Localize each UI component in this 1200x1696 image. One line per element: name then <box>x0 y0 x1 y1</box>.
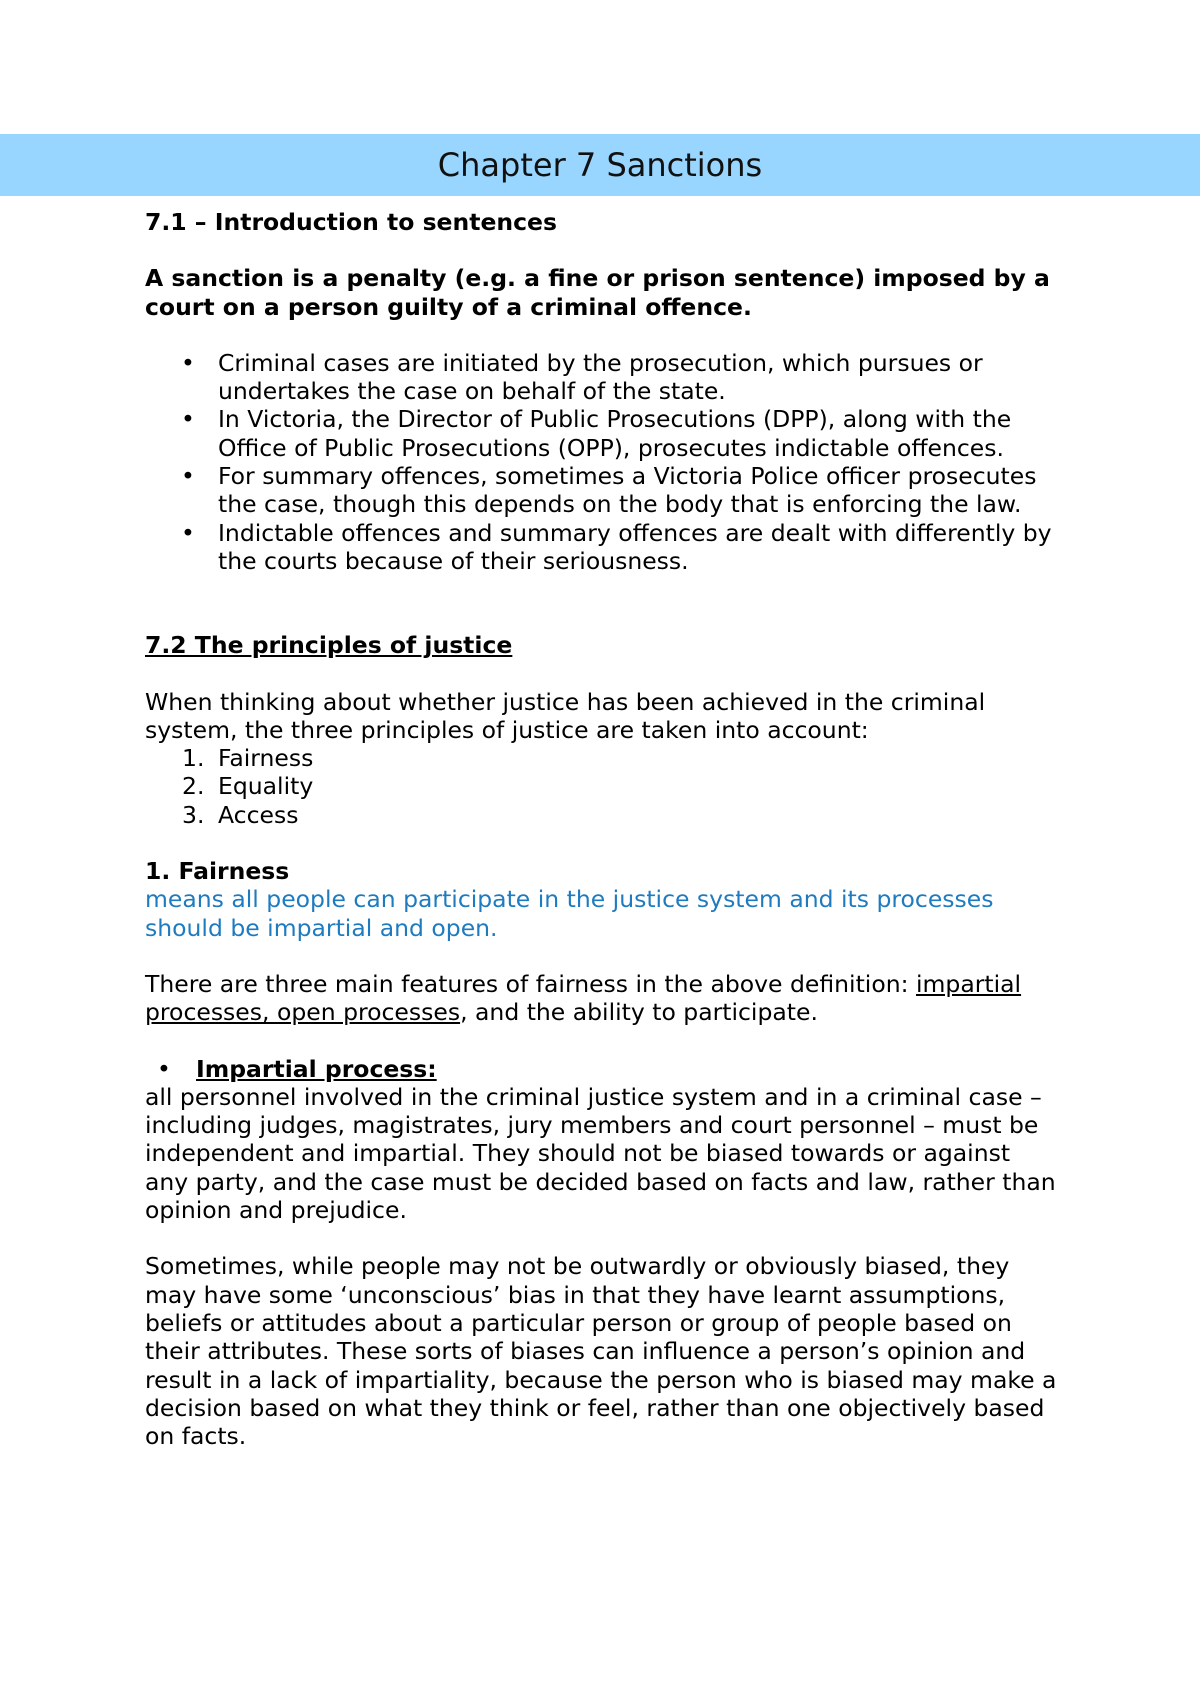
section-2-heading: 7.2 The principles of justice <box>145 631 513 660</box>
list-item <box>145 744 1060 772</box>
sanction-definition: A sanction is a penalty (e.g. a fine or prison sentence) imposed by a court on a person guilty of a criminal offence. <box>145 264 1050 321</box>
list-item <box>145 772 1060 800</box>
section-1-heading: 7.1 – Introduction to sentences <box>145 208 557 236</box>
chapter-title-banner <box>0 134 1200 196</box>
list-number: 1. <box>182 744 205 773</box>
bullet-icon: • <box>157 1054 171 1083</box>
list-item: • Indictable offences and summary offences are dealt with differently by the courts because of their seriousness. <box>145 519 1060 576</box>
features-text: There are three main features of fairness in the above definition: <box>145 969 916 998</box>
principle-label: Equality <box>218 772 314 801</box>
impartial-process-heading-item <box>145 1055 1060 1083</box>
fairness-definition: means all people can participate in the justice system and its processes should be impartial and open. <box>145 885 994 942</box>
principle-label: Access <box>218 800 299 829</box>
prosecution-bullet-list <box>145 349 1060 575</box>
principles-intro: When thinking about whether justice has been achieved in the criminal system, the three principles of justice are taken into account: <box>145 687 986 744</box>
list-item: • In Victoria, the Director of Public Prosecutions (DPP), along with the Office of Public Prosecutions (OPP), prosecutes indictable offences. <box>145 405 1060 462</box>
principles-list <box>145 744 1060 829</box>
list-number: 2. <box>182 772 205 801</box>
list-item: • Criminal cases are initiated by the prosecution, which pursues or undertakes the case on behalf of the state. <box>145 349 1060 406</box>
list-item <box>145 801 1060 829</box>
unconscious-bias-text: Sometimes, while people may not be outwardly or obviously biased, they may have some ‘unconscious’ bias in that they have learnt assumptions, beliefs or attitudes about a particular person or group of people based on their attributes. These sorts of biases can influence a person’s opinion and result in a lack of impartiality, because the person who is biased may make a decision based on what they think or feel, rather than one objectively based on facts. <box>145 1252 1057 1451</box>
principle-label: Fairness <box>218 744 314 773</box>
chapter-title: Chapter 7 Sanctions <box>437 146 763 184</box>
impartial-process-text: all personnel involved in the criminal justice system and in a criminal case –including judges, magistrates, jury members and court personnel – must be independent and impartial. They should not be biased towards or against any party, and the case must be decided based on facts and law, rather than opinion and prejudice. <box>145 1082 1056 1225</box>
fairness-heading: 1. Fairness <box>145 857 290 886</box>
list-item: • For summary offences, sometimes a Victoria Police officer prosecutes the case, though this depends on the body that is enforcing the law. <box>145 462 1060 519</box>
features-underlined: impartial processes, open processes <box>145 969 1022 1027</box>
impartial-process-heading: Impartial process: <box>196 1054 437 1083</box>
fairness-features <box>145 970 1060 1027</box>
features-text-end: , and the ability to participate. <box>460 998 818 1027</box>
list-number: 3. <box>182 800 205 829</box>
document-body <box>145 208 1060 1450</box>
